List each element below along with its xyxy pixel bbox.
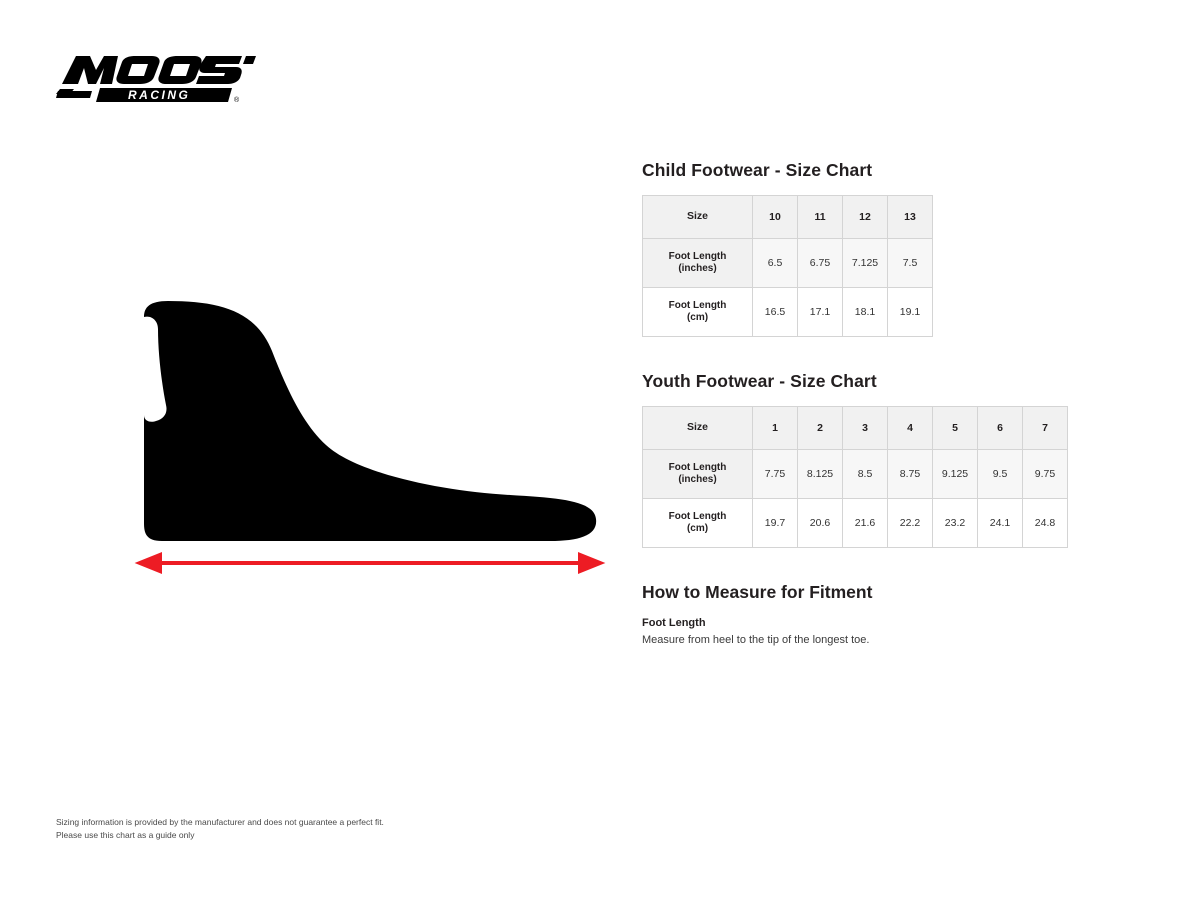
svg-text:RACING: RACING <box>128 88 191 102</box>
child-chart-title: Child Footwear - Size Chart <box>642 160 873 180</box>
youth-cm-cell: 23.2 <box>933 499 978 548</box>
child-inches-cell: 7.5 <box>888 239 933 288</box>
child-size-cell: 10 <box>753 196 798 239</box>
table-row <box>643 450 1068 499</box>
disclaimer-line-1: Sizing information is provided by the manufacturer and does not guarantee a perfect fit. <box>56 817 384 827</box>
youth-inches-cell: 9.125 <box>933 450 978 499</box>
youth-chart-title: Youth Footwear - Size Chart <box>642 371 877 391</box>
how-to-measure-title: How to Measure for Fitment <box>642 582 873 602</box>
label-line-1: Foot Length <box>668 299 727 311</box>
youth-size-cell: 1 <box>753 407 798 450</box>
youth-row-label-inches <box>643 450 753 499</box>
youth-cm-cell: 20.6 <box>798 499 843 548</box>
table-row <box>643 288 933 337</box>
svg-text:®: ® <box>234 97 240 104</box>
label-line-1: Foot Length <box>668 461 727 473</box>
child-cm-cell: 18.1 <box>843 288 888 337</box>
youth-size-cell: 6 <box>978 407 1023 450</box>
youth-inches-cell: 9.75 <box>1023 450 1068 499</box>
child-size-cell: 13 <box>888 196 933 239</box>
youth-cm-cell: 19.7 <box>753 499 798 548</box>
child-header-size: Size <box>643 196 753 239</box>
how-to-measure-item-text: Measure from heel to the tip of the longest toe. <box>642 634 870 646</box>
child-inches-cell: 6.75 <box>798 239 843 288</box>
label-line-1: Foot Length <box>668 250 727 262</box>
youth-cm-cell: 24.8 <box>1023 499 1068 548</box>
label-line-2: (cm) <box>686 523 709 534</box>
measure-arrow <box>140 555 600 571</box>
child-size-cell: 11 <box>798 196 843 239</box>
child-cm-cell: 16.5 <box>753 288 798 337</box>
table-row <box>643 196 933 239</box>
child-cm-cell: 19.1 <box>888 288 933 337</box>
label-line-2: (inches) <box>678 474 717 485</box>
disclaimer <box>56 816 384 842</box>
table-row <box>643 239 933 288</box>
youth-row-label-cm <box>643 499 753 548</box>
disclaimer-line-2: Please use this chart as a guide only <box>56 830 195 841</box>
youth-size-cell: 3 <box>843 407 888 450</box>
size-chart-column <box>642 160 1142 646</box>
youth-inches-cell: 8.125 <box>798 450 843 499</box>
youth-cm-cell: 24.1 <box>978 499 1023 548</box>
youth-inches-cell: 8.5 <box>843 450 888 499</box>
child-inches-cell: 7.125 <box>843 239 888 288</box>
youth-inches-cell: 9.5 <box>978 450 1023 499</box>
child-inches-cell: 6.5 <box>753 239 798 288</box>
child-row-label-cm <box>643 288 753 337</box>
foot-silhouette <box>144 301 596 541</box>
youth-size-table <box>642 406 1068 548</box>
youth-header-size: Size <box>643 407 753 450</box>
label-line-2: (inches) <box>678 263 717 274</box>
youth-inches-cell: 8.75 <box>888 450 933 499</box>
youth-cm-cell: 22.2 <box>888 499 933 548</box>
foot-illustration <box>110 295 630 595</box>
how-to-measure-item-title: Foot Length <box>642 617 706 629</box>
label-line-1: Foot Length <box>668 510 727 522</box>
child-size-table <box>642 195 933 337</box>
child-cm-cell: 17.1 <box>798 288 843 337</box>
child-size-cell: 12 <box>843 196 888 239</box>
youth-size-cell: 7 <box>1023 407 1068 450</box>
youth-size-cell: 4 <box>888 407 933 450</box>
youth-size-cell: 5 <box>933 407 978 450</box>
table-row <box>643 407 1068 450</box>
moose-racing-logo <box>56 50 256 106</box>
youth-cm-cell: 21.6 <box>843 499 888 548</box>
label-line-2: (cm) <box>686 312 709 323</box>
table-row <box>643 499 1068 548</box>
youth-inches-cell: 7.75 <box>753 450 798 499</box>
child-row-label-inches <box>643 239 753 288</box>
youth-size-cell: 2 <box>798 407 843 450</box>
